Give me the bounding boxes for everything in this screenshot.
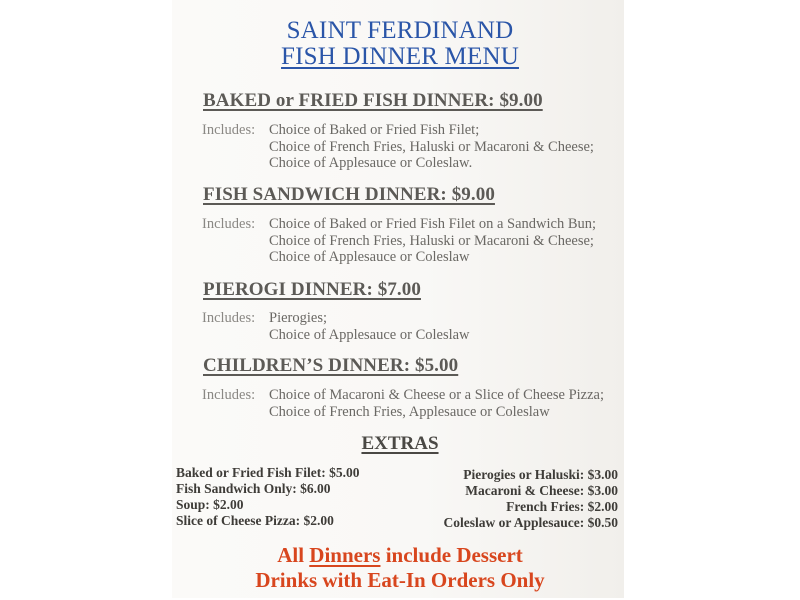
footer-dinners-underlined: Dinners — [309, 543, 381, 567]
footer-drinks-note: Drinks with Eat-In Orders Only — [255, 568, 545, 592]
dinner-heading-pierogi: PIEROGI DINNER: $7.00 — [203, 279, 421, 300]
menu-title-line2-text: FISH DINNER MENU — [281, 43, 519, 70]
footer-dessert-note — [0, 543, 800, 568]
includes-line: Choice of Baked or Fried Fish Filet on a Sandwich Bun; — [269, 216, 597, 232]
extra-item: French Fries: $2.00 — [506, 499, 618, 514]
dinner-includes-baked-fried — [202, 122, 594, 172]
includes-line: Choice of Applesauce or Coleslaw — [269, 326, 470, 343]
extra-item: Baked or Fried Fish Filet: $5.00 — [176, 465, 360, 480]
dinner-heading-fish-sandwich: FISH SANDWICH DINNER: $9.00 — [203, 184, 495, 205]
dinner-includes-fish-sandwich — [202, 216, 596, 266]
extra-item: Slice of Cheese Pizza: $2.00 — [176, 513, 334, 528]
extra-item: Fish Sandwich Only: $6.00 — [176, 481, 331, 496]
includes-label: Includes: — [202, 122, 256, 138]
includes-line: Choice of Macaroni & Cheese or a Slice of Cheese Pizza; — [269, 387, 604, 403]
includes-line: Choice of Applesauce or Coleslaw. — [269, 155, 473, 171]
dinner-includes-pierogi — [202, 310, 470, 343]
includes-label: Includes: — [202, 387, 256, 403]
extra-item: Pierogies or Haluski: $3.00 — [463, 467, 618, 482]
extra-item: Macaroni & Cheese: $3.00 — [465, 483, 618, 498]
includes-line: Choice of Applesauce or Coleslaw — [269, 249, 470, 265]
includes-line: Choice of Baked or Fried Fish Filet; — [269, 122, 480, 138]
includes-line: Choice of French Fries, Haluski or Macaroni & Cheese; — [269, 138, 594, 155]
includes-line: Choice of French Fries, Haluski or Macaroni & Cheese; — [269, 232, 594, 249]
includes-label: Includes: — [202, 310, 256, 326]
footer-prefix: All — [277, 543, 310, 567]
dinner-includes-childrens — [202, 387, 604, 420]
includes-label: Includes: — [202, 216, 256, 232]
includes-line: Choice of French Fries, Applesauce or Coleslaw — [269, 403, 550, 420]
dinner-heading-baked-fried: BAKED or FRIED FISH DINNER: $9.00 — [203, 90, 543, 111]
extra-item: Soup: $2.00 — [176, 497, 244, 512]
footer-suffix: include Dessert — [380, 543, 523, 567]
dinner-heading-childrens: CHILDREN’S DINNER: $5.00 — [203, 355, 459, 376]
menu-title-line2 — [0, 43, 800, 70]
extras-left-column — [176, 465, 360, 529]
extras-title: EXTRAS — [361, 433, 439, 454]
extra-item: Coleslaw or Applesauce: $0.50 — [443, 515, 618, 530]
includes-line: Pierogies; — [269, 310, 327, 326]
menu-title-line1: SAINT FERDINAND — [286, 17, 514, 44]
extras-right-column — [444, 467, 619, 531]
